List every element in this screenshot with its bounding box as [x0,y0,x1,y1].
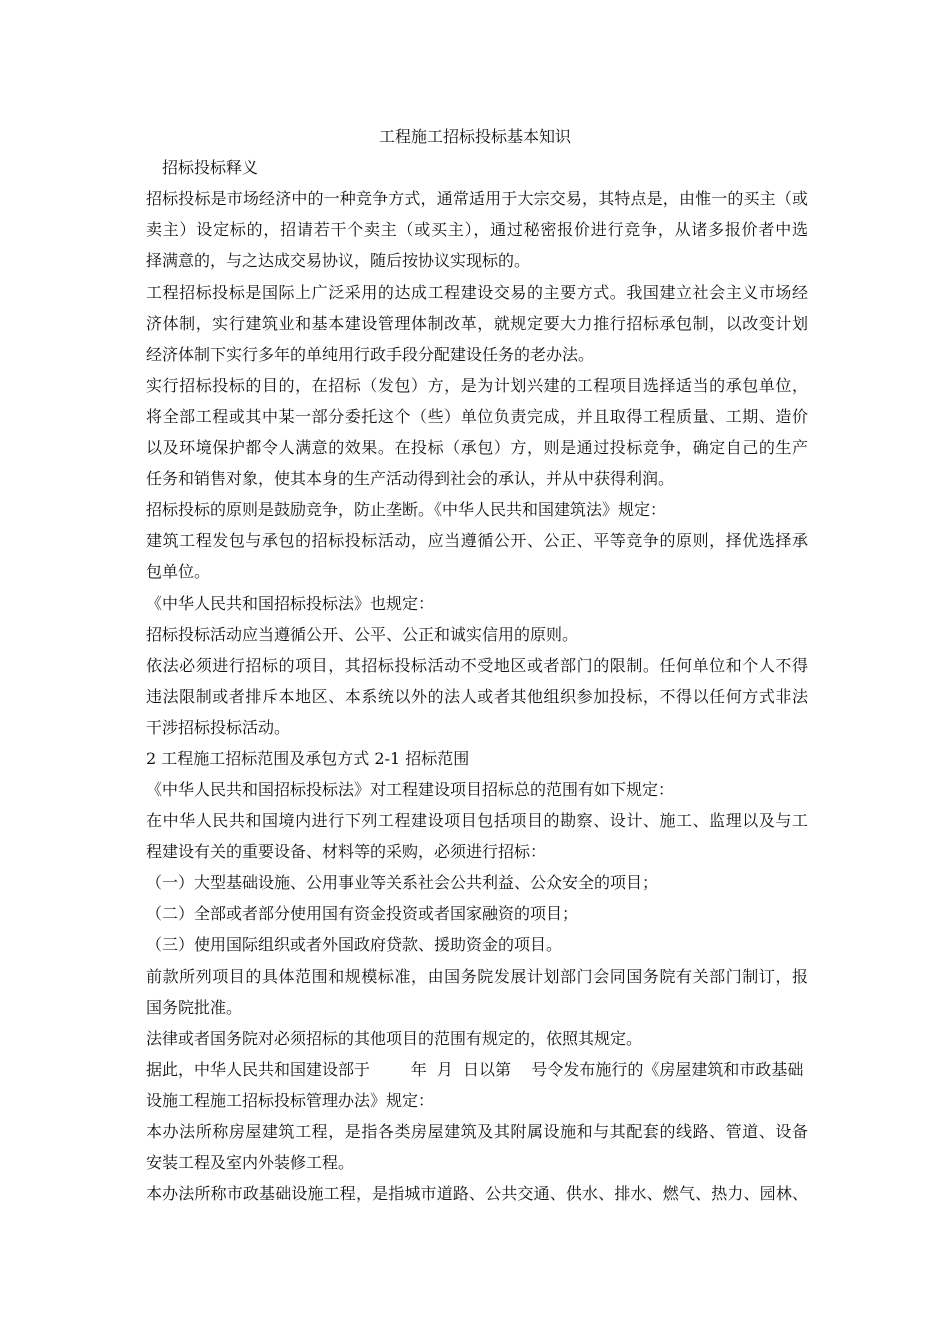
paragraph-line: 违法限制或者排斥本地区、本系统以外的法人或者其他组织参加投标，不得以任何方式非法 [146,687,808,706]
list-item: （二）全部或者部分使用国有资金投资或者国家融资的项目； [146,904,579,923]
paragraph-line: 前款所列项目的具体范围和规模标准，由国务院发展计划部门会同国务院有关部门制订，报 [146,967,808,986]
paragraph-line: 择满意的，与之达成交易协议，随后按协议实现标的。 [146,251,531,270]
section-heading: 招标投标释义 [162,158,259,177]
list-item: （三）使用国际组织或者外国政府贷款、援助资金的项目。 [146,935,563,954]
paragraph-line: 包单位。 [146,562,211,581]
paragraph-line: 安装工程及室内外装修工程。 [146,1153,355,1172]
paragraph-line: 在中华人民共和国境内进行下列工程建设项目包括项目的勘察、设计、施工、监理以及与工 [146,811,808,830]
paragraph-line: 以及环境保护都令人满意的效果。在投标（承包）方，则是通过投标竞争，确定自己的生产 [146,438,808,457]
paragraph-line: 本办法所称房屋建筑工程，是指各类房屋建筑及其附属设施和与其配套的线路、管道、设备 [146,1122,808,1141]
paragraph-line: 建筑工程发包与承包的招标投标活动，应当遵循公开、公正、平等竞争的原则，择优选择承 [146,531,808,550]
paragraph-line: 程建设有关的重要设备、材料等的采购，必须进行招标： [146,842,547,861]
list-item: （一）大型基础设施、公用事业等关系社会公共利益、公众安全的项目； [146,873,659,892]
paragraph-line: 国务院批准。 [146,998,243,1017]
paragraph-line: 工程招标投标是国际上广泛采用的达成工程建设交易的主要方式。我国建立社会主义市场经 [146,283,808,302]
paragraph-line: 实行招标投标的目的，在招标（发包）方，是为计划兴建的工程项目选择适当的承包单位， [146,376,808,395]
paragraph-line: 济体制，实行建筑业和基本建设管理体制改革，就规定要大力推行招标承包制，以改变计划 [146,314,808,333]
document-title: 工程施工招标投标基本知识 [378,127,571,146]
paragraph-line: 将全部工程或其中某一部分委托这个（些）单位负责完成，并且取得工程质量、工期、造价 [146,407,808,426]
paragraph-line: 任务和销售对象，使其本身的生产活动得到社会的承认，并从中获得利润。 [146,469,675,488]
paragraph-line: 依法必须进行招标的项目，其招标投标活动不受地区或者部门的限制。任何单位和个人不得 [146,656,808,675]
paragraph-line: 招标投标活动应当遵循公开、公平、公正和诚实信用的原则。 [146,625,579,644]
paragraph-line: 卖主）设定标的，招请若干个卖主（或买主），通过秘密报价进行竞争，从诸多报价者中选 [146,220,808,239]
section-heading: 2 工程施工招标范围及承包方式 2-1 招标范围 [146,749,470,768]
paragraph-line: 法律或者国务院对必须招标的其他项目的范围有规定的，依照其规定。 [146,1029,643,1048]
paragraph-line: 本办法所称市政基础设施工程，是指城市道路、公共交通、供水、排水、燃气、热力、园林、 [146,1184,808,1203]
paragraph-line: 干涉招标投标活动。 [146,718,291,737]
paragraph-line: 招标投标的原则是鼓励竞争，防止垄断。《中华人民共和国建筑法》规定： [146,500,667,519]
paragraph-line: 《中华人民共和国招标投标法》也规定： [146,594,435,613]
paragraph-line: 经济体制下实行多年的单纯用行政手段分配建设任务的老办法。 [146,345,595,364]
paragraph-line: 《中华人民共和国招标投标法》对工程建设项目招标总的范围有如下规定： [146,780,675,799]
paragraph-line: 据此，中华人民共和国建设部于 年 月 日以第 号令发布施行的《房屋建筑和市政基础 [146,1060,804,1079]
paragraph-line: 招标投标是市场经济中的一种竞争方式，通常适用于大宗交易，其特点是，由惟一的买主（或 [146,189,808,208]
paragraph-line: 设施工程施工招标投标管理办法》规定： [146,1091,435,1110]
